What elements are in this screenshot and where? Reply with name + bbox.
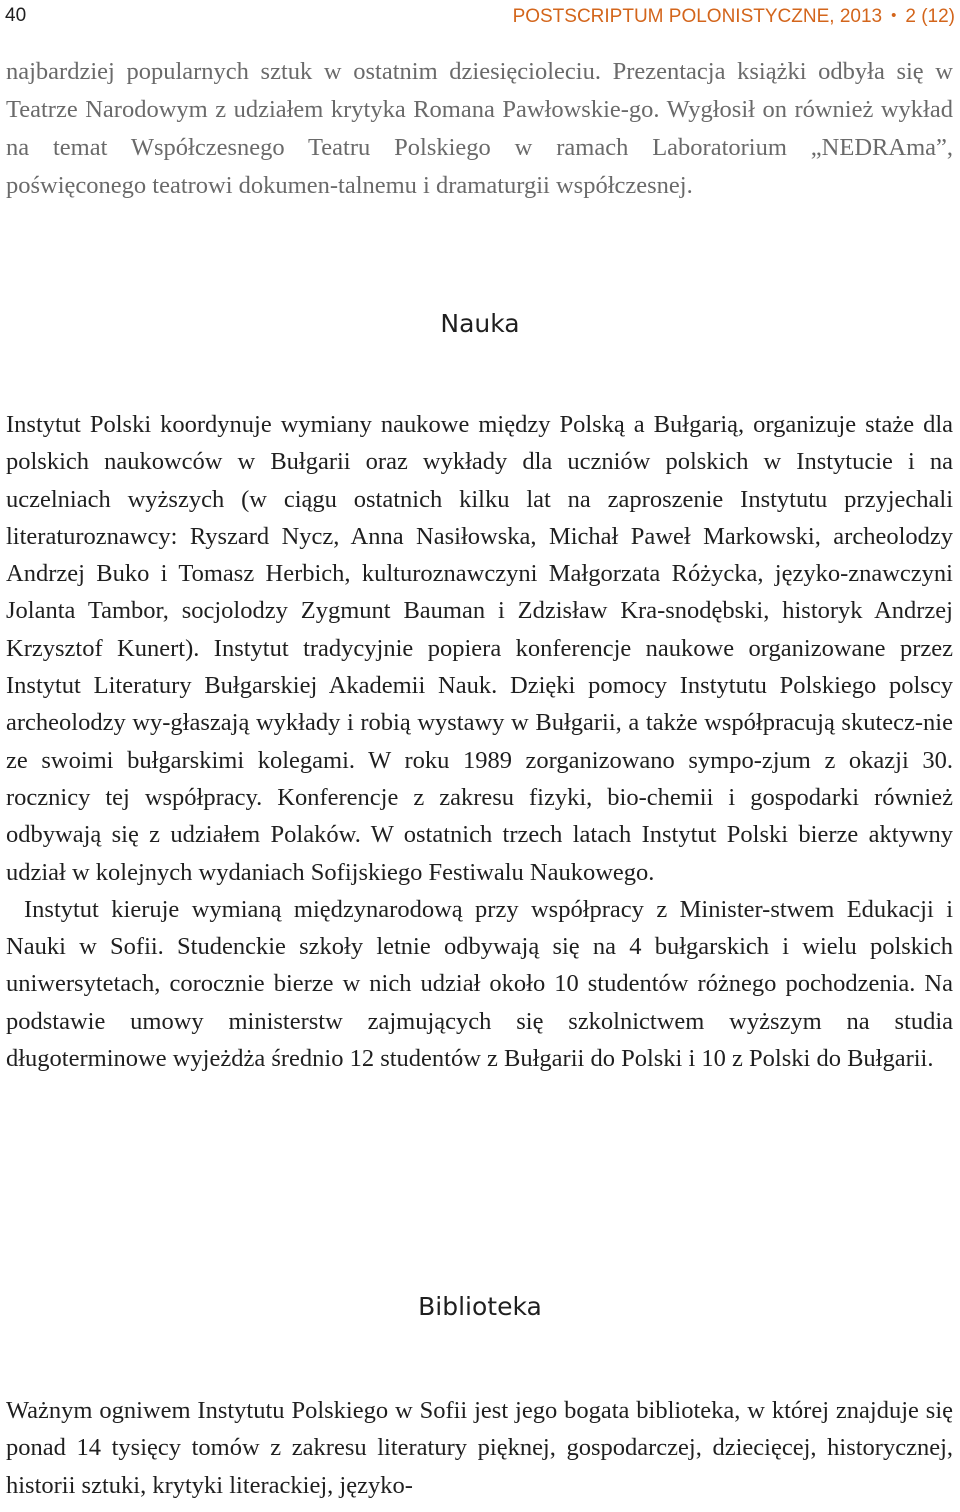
section-heading-biblioteka: Biblioteka [418,1292,542,1321]
nauka-paragraph-1: Instytut Polski koordynuje wymiany naukowe między Polską a Bułgarią, organizuje staże dla polskich naukowców w Bułgarii oraz wykłady dla uczniów polskich w Instytucie i na uczelniach wyższych (w ciągu ostatnich kilku lat na zaproszenie Instytutu przyjechali literaturoznawcy: Ryszard Nycz, Anna Nasiłowska, Michał Paweł Markowski, archeolodzy Andrzej Buko i Tomasz Herbich, kulturoznawczyni Małgorzata Różycka, języko-znawczyni Jolanta Tambor, socjolodzy Zygmunt Bauman i Zdzisław Kra-snodębski, historyk Andrzej Krzysztof Kunert). Instytut tradycyjnie popiera konferencje naukowe organizowane przez Instytut Literatury Bułgarskiej Akademii Nauk. Dzięki pomocy Instytutu Polskiego polscy archeolodzy wy-głaszają wykłady i robią wystawy w Bułgarii, a także współpracują skutecz-nie ze swoimi bułgarskimi kolegami. W roku 1989 zorganizowano sympo-zjum z okazji 30. rocznicy tej współpracy. Konferencje z zakresu fizyki, bio-chemii i gospodarki również odbywają się z udziałem Polaków. W ostatnich trzech latach Instytut Polski bierze aktywny udział w kolejnych wydaniach Sofijskiego Festiwalu Naukowego. [6,411,953,886]
biblioteka-paragraph-1: Ważnym ogniwem Instytutu Polskiego w Sofii jest jego bogata biblioteka, w której znajduje się ponad 14 tysięcy tomów z zakresu literatury pięknej, gospodarczej, dziecięcej, historycznej, historii sztuki, krytyki literackiej, języko- [6,1397,953,1499]
section-body-biblioteka [6,1392,953,1512]
intro-paragraph: najbardziej popularnych sztuk w ostatnim dziesięcioleciu. Prezentacja książki odbyła się w Teatrze Narodowym z udziałem krytyka Romana Pawłowskie-go. Wygłosił on również wykład na temat Współczesnego Teatru Polskiego w ramach Laboratorium „NEDRAma”, poświęconego teatrowi dokumen-talnemu i dramaturgii współczesnej. [6,58,953,199]
issue-number: 2 (12) [905,6,955,27]
journal-title: POSTSCRIPTUM POLONISTYCZNE, 2013 [512,6,883,27]
section-body-nauka [6,406,953,1077]
journal-header [513,2,955,31]
page-number: 40 [5,5,27,26]
nauka-paragraph-2: Instytut kieruje wymianą międzynarodową przy współpracy z Minister-stwem Edukacji i Nauki w Sofii. Studenckie szkoły letnie odbywają się na 4 bułgarskich i wielu polskich uniwersytetach, corocznie bierze w nich udział około 10 studentów różnego pochodzenia. Na podstawie umowy ministerstw zajmujących się szkolnictwem wyższym na studia długoterminowe wyjeżdża średnio 12 studentów z Bułgarii do Polski i 10 z Polski do Bułgarii. [6,895,953,1073]
running-header [5,2,955,30]
bullet-separator: • [891,7,897,24]
section-heading-nauka: Nauka [440,309,520,338]
